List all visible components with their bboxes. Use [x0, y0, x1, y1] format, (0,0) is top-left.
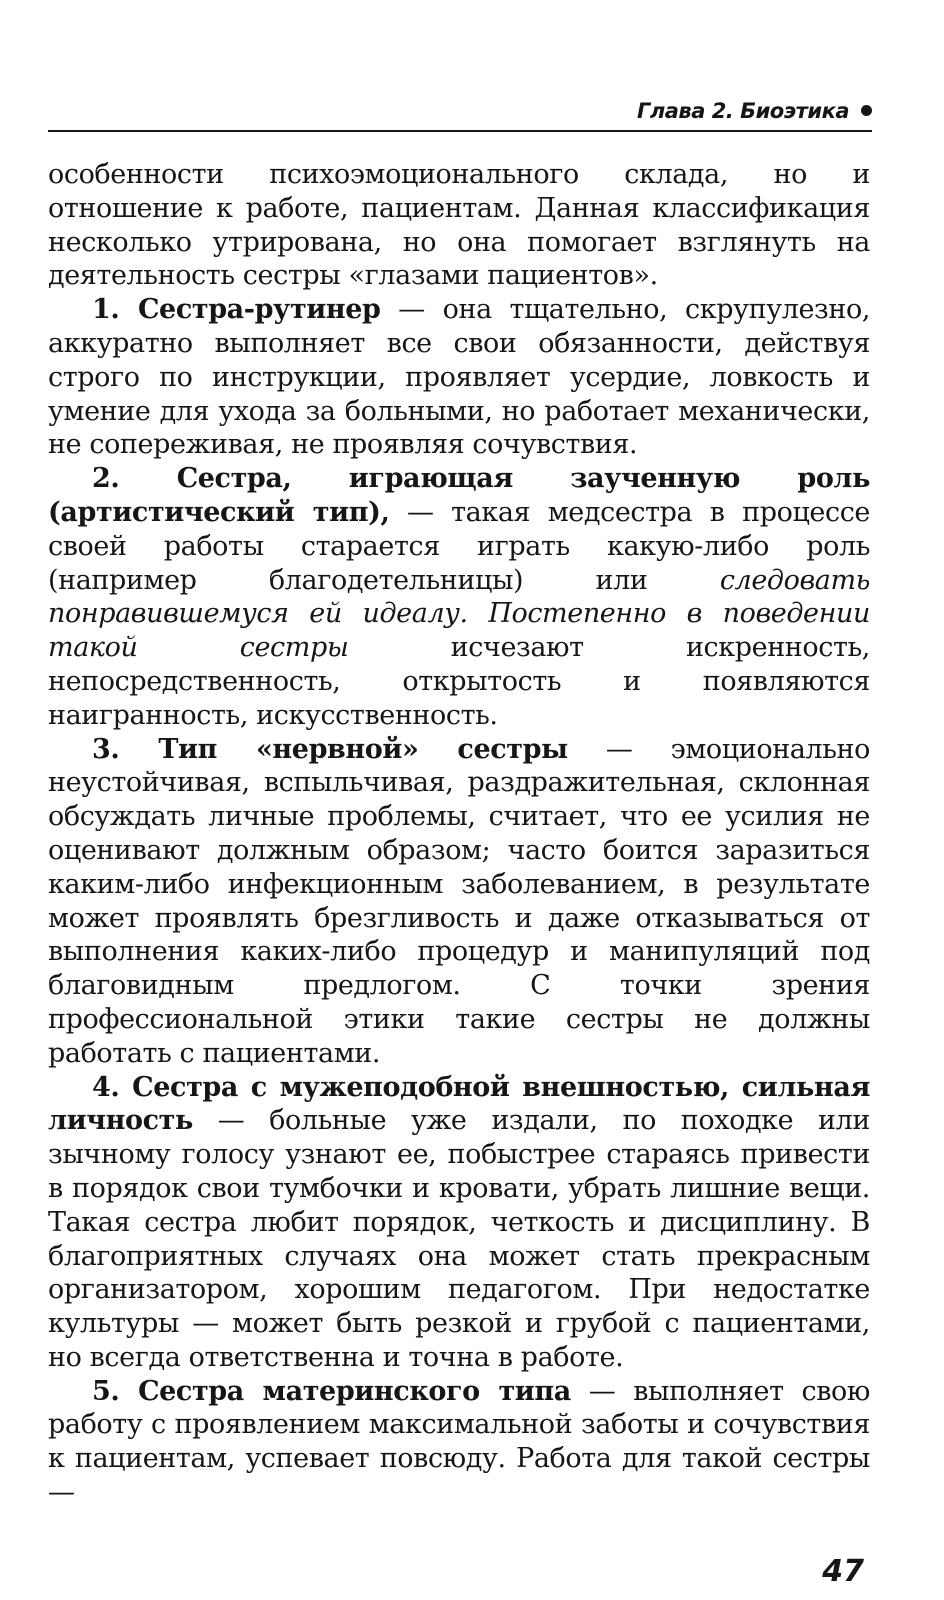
running-header [48, 96, 872, 132]
item-term: 4. Сестра с мужеподобной внешностью, сильная личность [48, 1071, 870, 1137]
item-text: — эмоционально неустойчивая, вспыльчивая, раздражительная, склонная обсуждать личные проблемы, считает, что ее усилия не оценивают должным образом; часто боится заразиться каким-либо инфекционным заболеванием, в результате может проявлять брезгливость и даже отказываться от выполнения каких-либо процедур и манипуляций под благовидным предлогом. С точки зрения профессиональной этики такие сестры не должны работать с пациентами. [48, 733, 870, 1069]
paragraph-item-2 [48, 462, 870, 732]
bullet-icon [861, 105, 872, 116]
intro-paragraph: особенности психоэмоционального склада, но и отношение к работе, пациентам. Данная классификация несколько утрирована, но она помогает взглянуть на деятельность сестры «глазами пациентов». [48, 159, 870, 292]
paragraph-item-5 [48, 1375, 870, 1510]
paragraph-item-3 [48, 733, 870, 1071]
item-text-italic: следовать понравившемуся ей идеалу. Постепенно в поведении такой сестры [48, 564, 870, 664]
item-term: 2. Сестра, играющая заученную роль (артистический тип), [48, 463, 870, 528]
item-text: — такая медсестра в процессе своей работы старается играть какую-либо роль (например благодетельницы) или [48, 496, 871, 596]
item-term: 3. Тип «нервной» сестры [92, 733, 568, 765]
item-text: — больные уже издали, по походке или зычному голосу узнают ее, побыстрее стараясь привести в порядок свои тумбочки и кровати, убрать лишние вещи. Такая сестра любит порядок, четкость и дисциплину. В благоприятных случаях она может стать прекрасным организатором, хорошим педагогом. При недостатке культуры — может быть резкой и грубой с пациентами, но всегда ответственна и точна в работе. [48, 1105, 870, 1373]
item-text: — она тщательно, скрупулезно, аккуратно выполняет все свои обязанности, действуя строго по инструкции, проявляет усердие, ловкость и умение для ухода за больными, но работает механически, не сопереживая, не проявляя сочувствия. [48, 294, 870, 461]
body-text [48, 158, 870, 1510]
paragraph-item-1 [48, 293, 870, 462]
item-text: — выполняет свою работу с проявлением максимальной заботы и сочувствия к пациентам, успевает повсюду. Работа для такой сестры — [48, 1375, 870, 1509]
item-term: 5. Сестра материнского типа [92, 1375, 571, 1407]
chapter-title: Глава 2. Биоэтика [636, 99, 849, 123]
page-number: 47 [822, 1554, 864, 1589]
item-term: 1. Сестра-рутинер [92, 294, 381, 326]
paragraph-item-4 [48, 1071, 870, 1375]
item-text-continued: исчезают искренность, непосредственность, открытость и появляются наигранность, искусственность. [48, 632, 870, 731]
